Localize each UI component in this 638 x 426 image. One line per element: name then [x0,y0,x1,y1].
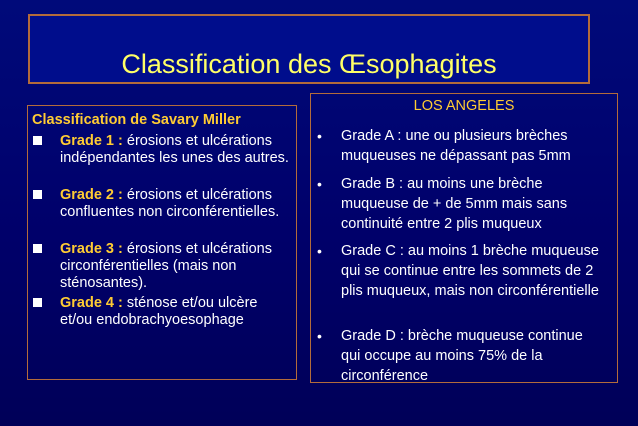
la-grade-a-text: Grade A : une ou plusieurs brèches muqueuses ne dépassant pas 5mm [341,128,571,164]
savary-grade-2-item [60,187,290,221]
la-grade-b-item [317,174,603,234]
savary-grade-4-label: Grade 4 : [60,295,123,311]
dot-bullet-icon: • [317,328,322,344]
la-grade-a-item [317,126,603,166]
savary-grade-3-text: érosions et ulcérations circonférentielles (mais non sténosantes). [60,241,272,291]
savary-grade-4-text: sténose et/ou ulcère et/ou endobrachyoesophage [60,295,258,328]
slide-title: Classification des Œsophagites [121,49,497,79]
savary-miller-panel [27,105,297,380]
la-grade-d-text: Grade D : brèche muqueuse continue qui occupe au moins 75% de la circonférence [341,328,583,384]
dot-bullet-icon: • [317,128,322,144]
square-bullet-icon [33,190,42,199]
la-grade-d-item [317,326,603,386]
savary-grade-3-item [60,241,290,292]
savary-grade-1-text: érosions et ulcérations indépendantes les unes des autres. [60,133,289,166]
square-bullet-icon [33,298,42,307]
la-grade-b-text: Grade B : au moins une brèche muqueuse de + de 5mm mais sans continuité entre 2 plis muqueux [341,176,568,232]
los-angeles-heading: LOS ANGELES [413,98,515,114]
square-bullet-icon [33,136,42,145]
savary-miller-heading: Classification de Savary Miller [32,112,241,128]
la-grade-c-text: Grade C : au moins 1 brèche muqueuse qui se continue entre les sommets de 2 plis muqueux, mais non circonférentielle [341,243,599,299]
dot-bullet-icon: • [317,176,322,192]
savary-grade-2-text: érosions et ulcérations confluentes non circonférentielles. [60,187,280,220]
savary-grade-3-label: Grade 3 : [60,241,123,257]
dot-bullet-icon: • [317,243,322,259]
la-grade-c-item [317,241,603,301]
savary-grade-4-item [60,295,290,329]
savary-grade-1-label: Grade 1 : [60,133,123,149]
title-box [28,14,590,84]
savary-grade-2-label: Grade 2 : [60,187,123,203]
savary-grade-1-item [60,133,290,167]
square-bullet-icon [33,244,42,253]
los-angeles-panel [310,93,618,383]
